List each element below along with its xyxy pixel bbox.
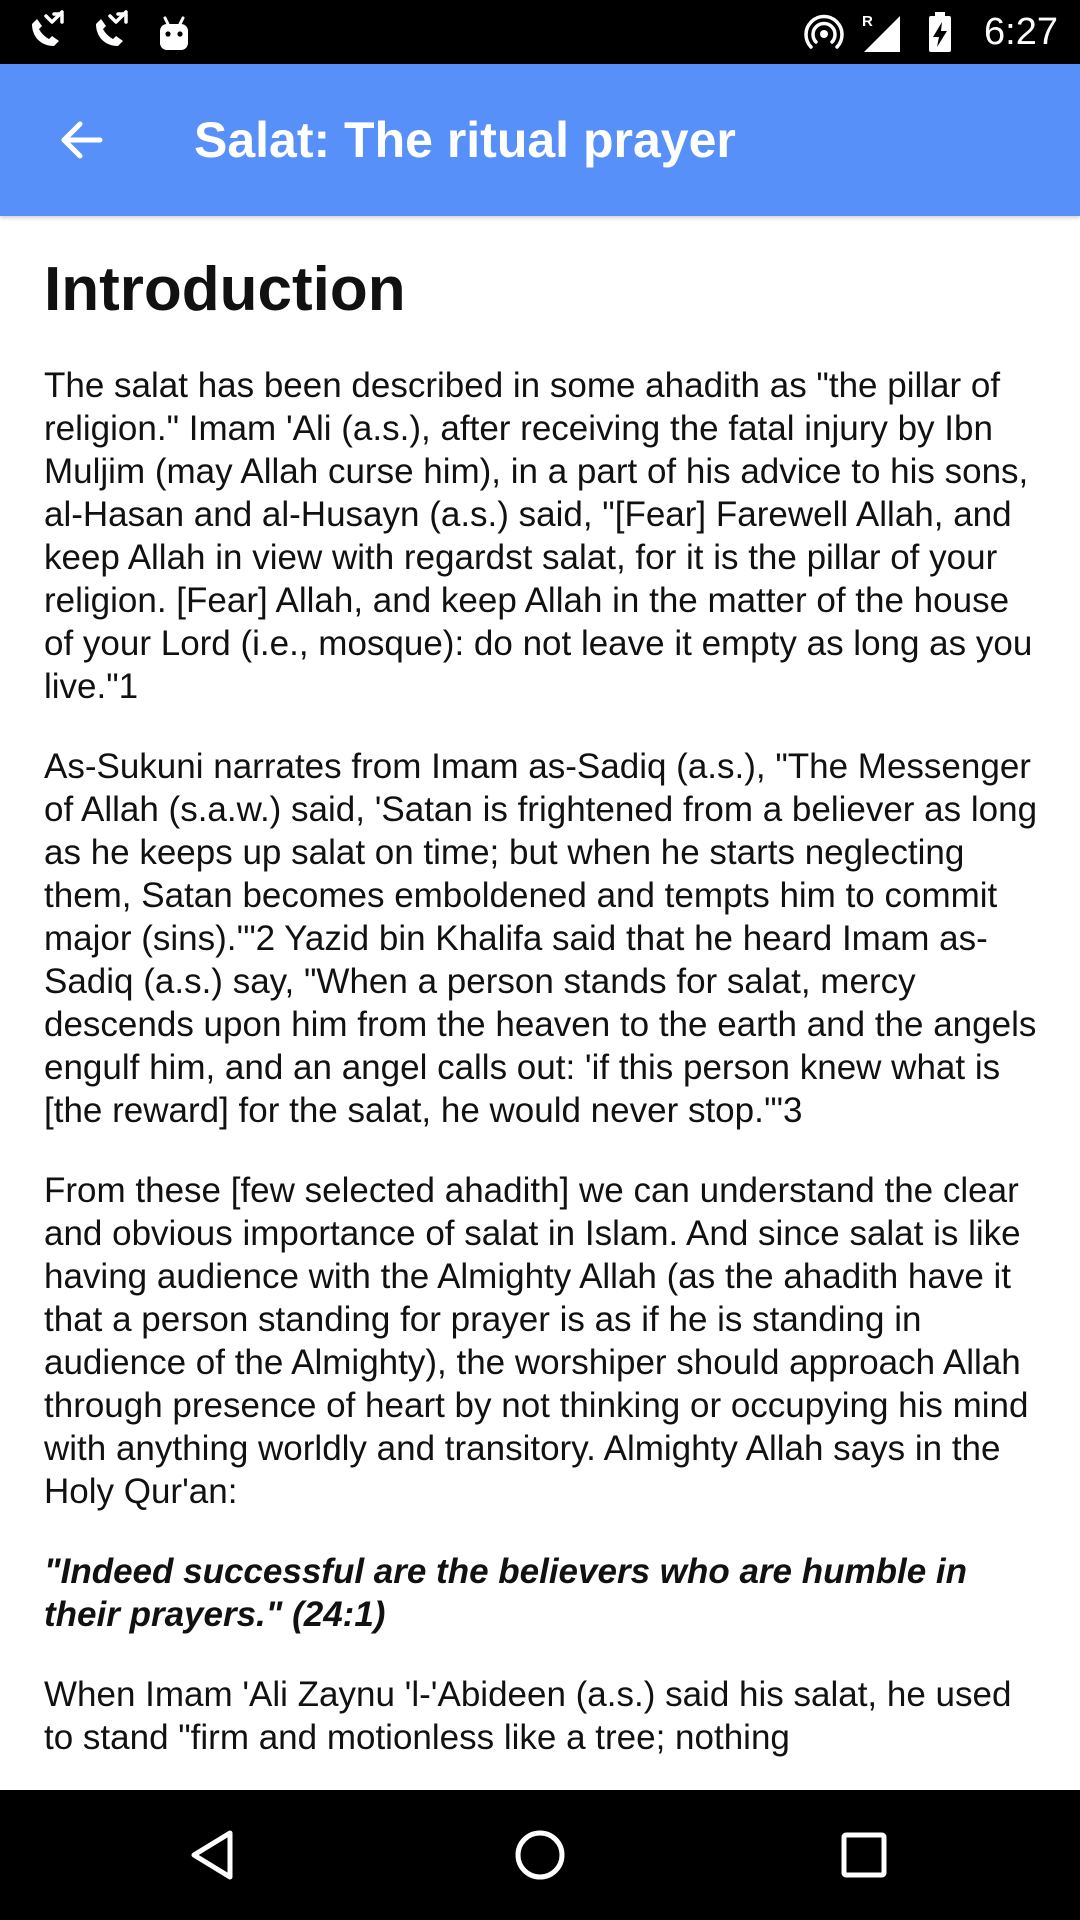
paragraph: The salat has been described in some ahadith as "the pillar of religion." Imam 'Ali (a.s.), after receiving the fatal injury by Ibn Muljim (may Allah curse him), in a part of his advice to his sons, al-Hasan and al-Husayn (a.s.) said, "[Fear] Farewell Allah, and keep Allah in view with regardst salat, for it is the pillar of your religion. [Fear] Allah, and keep Allah in the matter of the house of your Lord (i.e., mosque): do not leave it empty as long as you live."1	[44, 366, 1033, 706]
status-bar	[0, 0, 1080, 64]
signal-roaming-icon	[860, 10, 904, 54]
back-button[interactable]	[50, 108, 114, 172]
notification-icons	[24, 0, 196, 64]
paragraph: When Imam 'Ali Zaynu 'l-'Abideen (a.s.) said his salat, he used to stand "firm and motionless like a tree; nothing	[44, 1675, 1012, 1757]
section-heading: Introduction	[44, 255, 406, 324]
system-status-icons	[802, 0, 1058, 64]
hotspot-icon	[802, 10, 846, 54]
battery-charging-icon	[918, 10, 962, 54]
missed-call-icon	[88, 10, 132, 54]
nav-back-button[interactable]	[174, 1815, 254, 1895]
home-circle-icon	[512, 1827, 568, 1883]
nav-recents-button[interactable]	[824, 1815, 904, 1895]
status-time: 6:27	[984, 10, 1058, 53]
app-bar	[0, 64, 1080, 216]
paragraph: As-Sukuni narrates from Imam as-Sadiq (a.s.), "The Messenger of Allah (s.a.w.) said, 'Satan is frightened from a believer as long as he keeps up salat on time; but when he starts neglecting them, Satan becomes emboldened and tempts him to commit major (sins).'"2 Yazid bin Khalifa said that he heard Imam as-Sadiq (a.s.) say, "When a person stands for salat, mercy descends upon him from the heaven to the earth and the angels engulf him, and an angel calls out: 'if this person knew what is [the reward] for the salat, he would never stop.'"3	[44, 747, 1038, 1130]
arrow-back-icon	[58, 116, 106, 164]
paragraph: From these [few selected ahadith] we can understand the clear and obvious importance of salat in Islam. And since salat is like having audience with the Almighty Allah (as the ahadith have it that a person standing for prayer is as if he is standing in audience of the Almighty), the worshiper should approach Allah through presence of heart by not thinking or occupying his mind with anything worldly and transitory. Almighty Allah says in the Holy Qur'an:	[44, 1171, 1029, 1511]
article-content[interactable]	[44, 216, 1044, 1790]
page-title: Salat: The ritual prayer	[194, 112, 736, 168]
missed-call-icon	[24, 10, 68, 54]
android-icon	[152, 10, 196, 54]
back-triangle-icon	[186, 1827, 242, 1883]
navigation-bar	[0, 1790, 1080, 1920]
nav-home-button[interactable]	[500, 1815, 580, 1895]
quran-quote: "Indeed successful are the believers who are humble in their prayers." (24:1)	[44, 1552, 968, 1634]
recents-square-icon	[836, 1827, 892, 1883]
roaming-indicator: R	[862, 13, 873, 30]
